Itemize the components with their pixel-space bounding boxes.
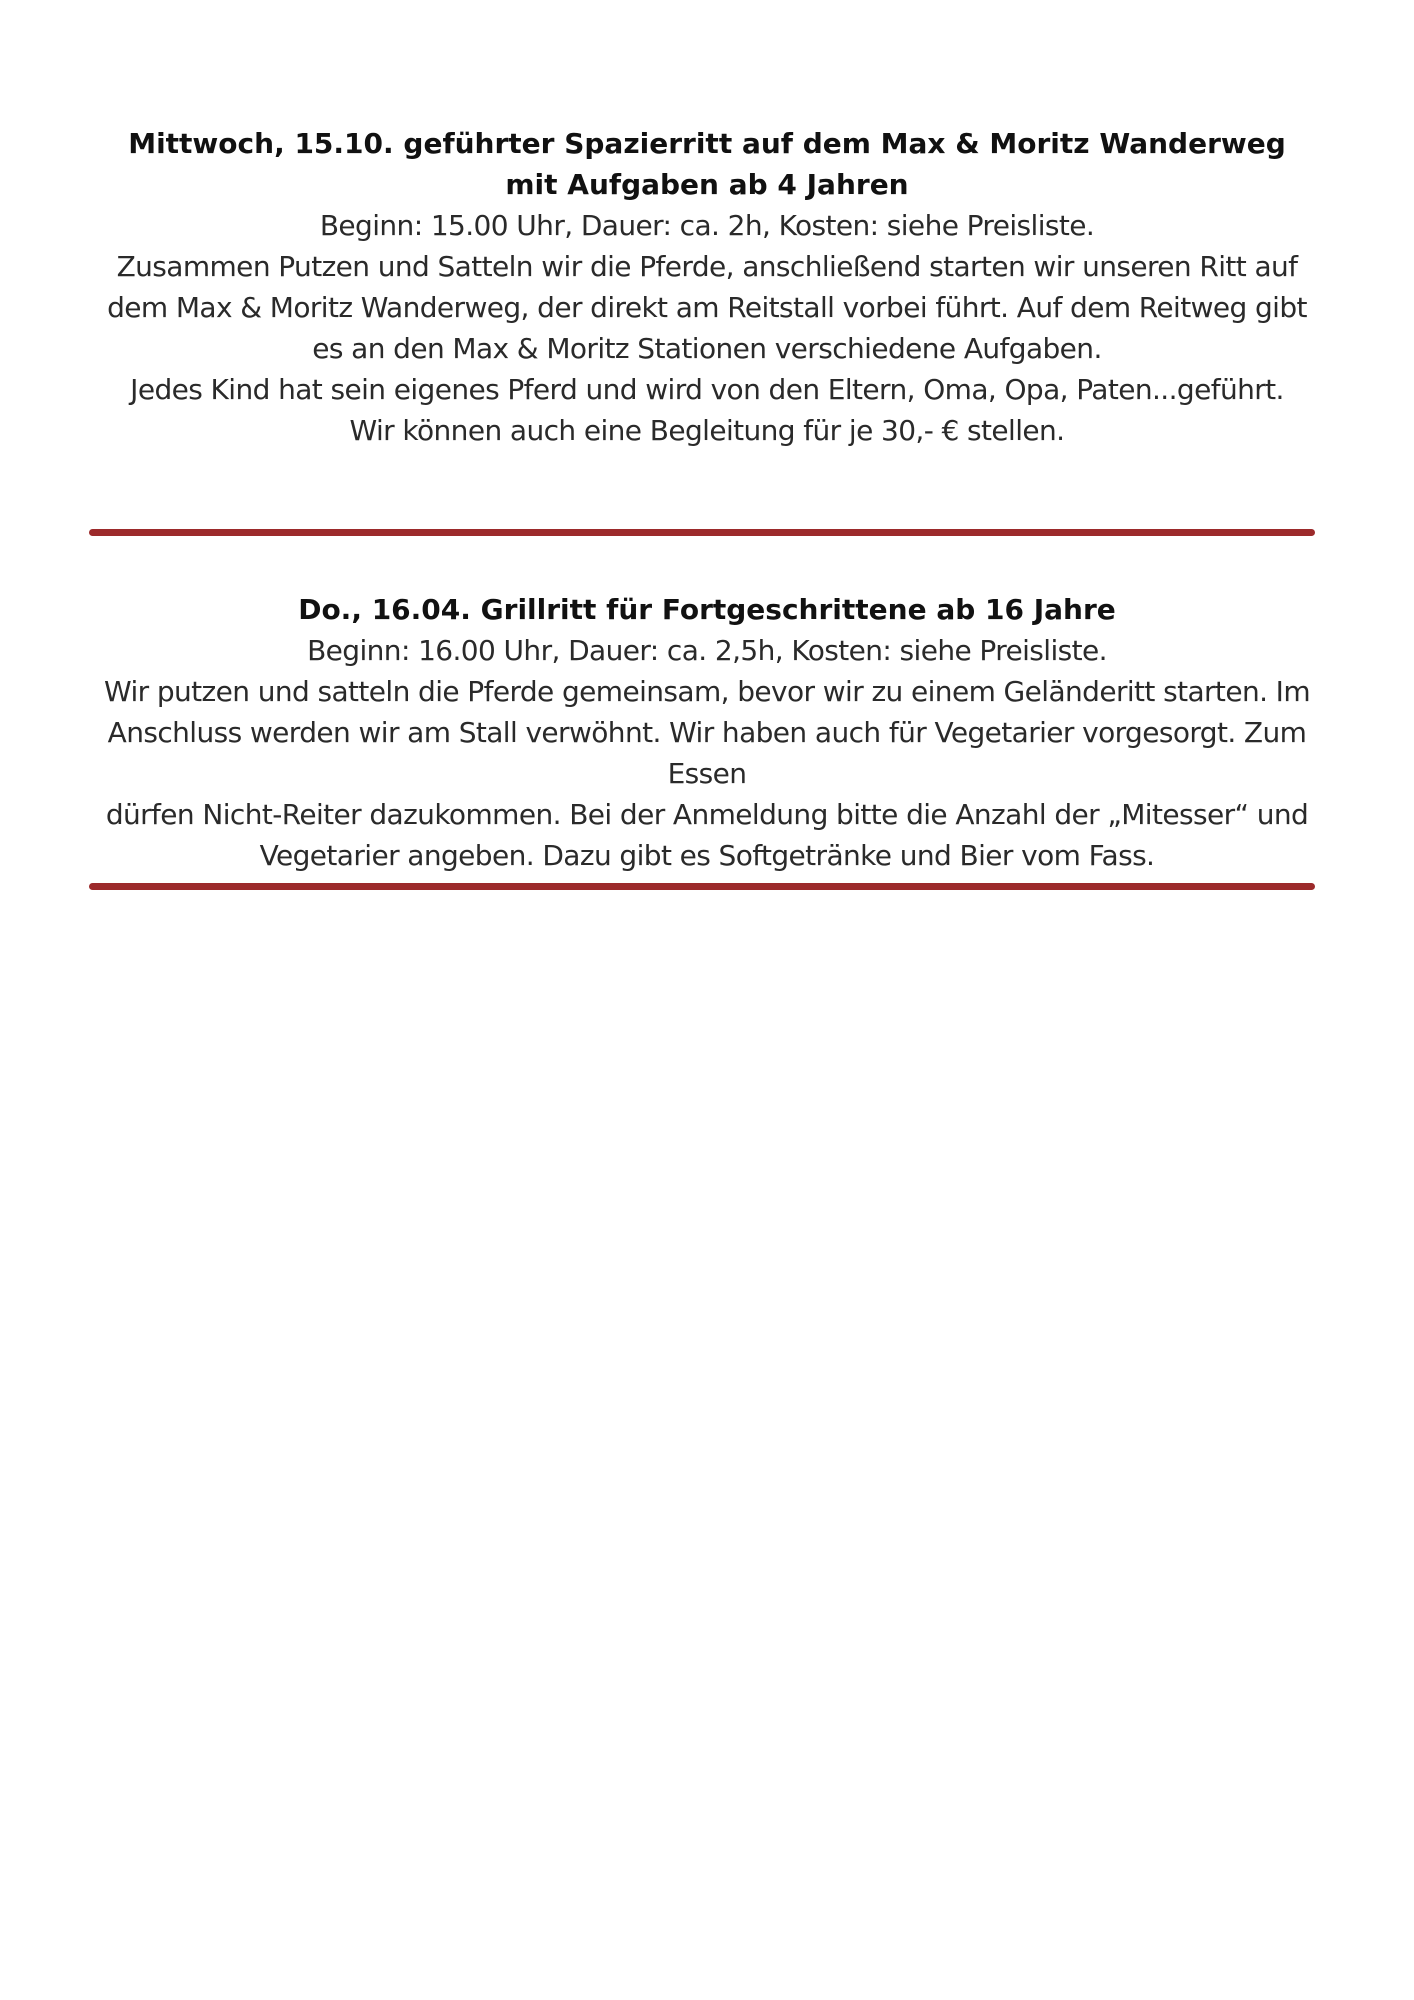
event-title-line: mit Aufgaben ab 4 Jahren <box>505 168 909 201</box>
event-description-line: Wir putzen und satteln die Pferde gemeinsam, bevor wir zu einem Geländeritt starten. Im <box>103 675 1311 708</box>
event-ride-max-moritz <box>80 123 1334 451</box>
event-description-line: Jedes Kind hat sein eigenes Pferd und wird von den Eltern, Oma, Opa, Paten...geführt. <box>130 373 1284 406</box>
section-divider <box>89 883 1315 890</box>
event-description-line: dürfen Nicht-Reiter dazukommen. Bei der Anmeldung bitte die Anzahl der „Mitesser“ und <box>105 798 1309 831</box>
event-description-line: dem Max & Moritz Wanderweg, der direkt am Reitstall vorbei führt. Auf dem Reitweg gibt <box>107 291 1307 324</box>
event-description-line: es an den Max & Moritz Stationen verschiedene Aufgaben. <box>312 332 1102 365</box>
event-details-line: Beginn: 15.00 Uhr, Dauer: ca. 2h, Kosten: siehe Preisliste. <box>319 209 1095 242</box>
event-description-line: Vegetarier angeben. Dazu gibt es Softgetränke und Bier vom Fass. <box>259 839 1155 872</box>
event-details-line: Beginn: 16.00 Uhr, Dauer: ca. 2,5h, Kosten: siehe Preisliste. <box>307 634 1107 667</box>
event-title-line: Do., 16.04. Grillritt für Fortgeschrittene ab 16 Jahre <box>298 593 1116 626</box>
event-description-line: Zusammen Putzen und Satteln wir die Pferde, anschließend starten wir unseren Ritt auf <box>116 250 1298 283</box>
event-description-line: Anschluss werden wir am Stall verwöhnt. Wir haben auch für Vegetarier vorgesorgt. Zum Essen <box>107 716 1307 790</box>
event-grillritt <box>80 589 1334 876</box>
event-description-line: Wir können auch eine Begleitung für je 30,- € stellen. <box>349 414 1065 447</box>
event-title-line: Mittwoch, 15.10. geführter Spazierritt auf dem Max & Moritz Wanderweg <box>128 127 1286 160</box>
section-divider <box>89 529 1315 536</box>
